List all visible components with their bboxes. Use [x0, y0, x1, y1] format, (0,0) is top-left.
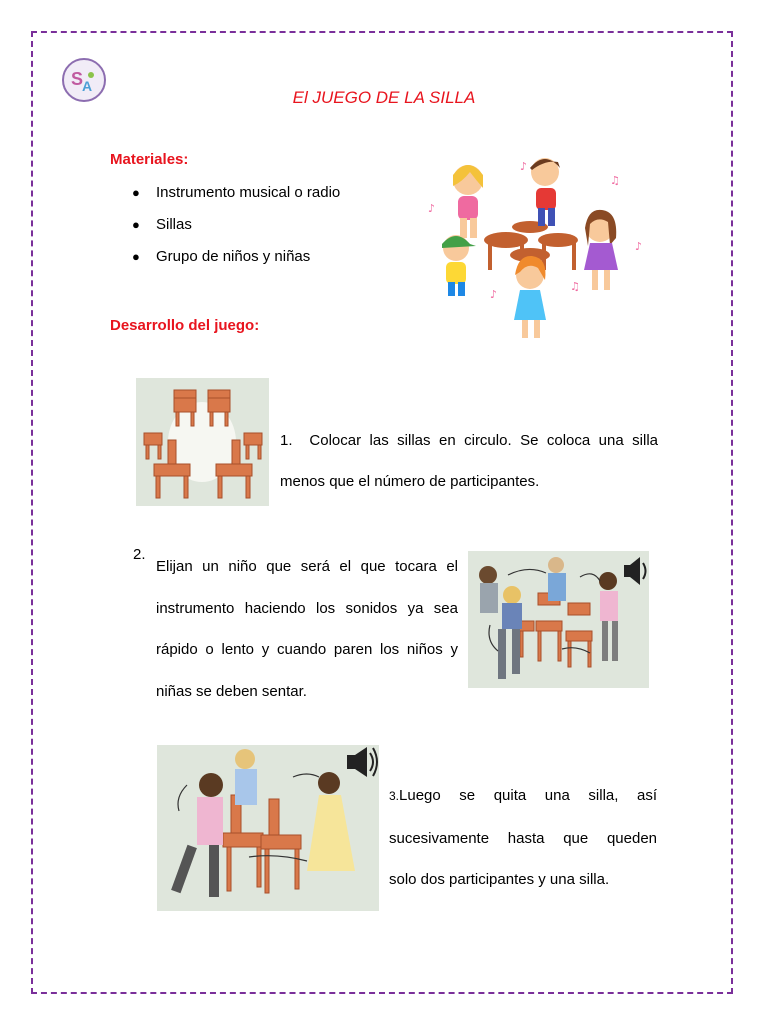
speaker-icon [347, 747, 377, 777]
svg-text:♪: ♪ [428, 202, 436, 215]
development-heading: Desarrollo del juego: [110, 317, 260, 334]
bullet-icon: ● [132, 185, 140, 200]
svg-text:♪: ♪ [520, 160, 528, 173]
svg-text:♪: ♪ [490, 288, 498, 301]
list-item: ● Instrumento musical o radio [132, 184, 341, 201]
chair-removed-image [157, 745, 379, 911]
speaker-icon [624, 557, 646, 585]
step-3-text: 3.Luego se quita una silla, así sucesivamente hasta que queden solo dos participantes y una silla. [389, 787, 657, 888]
bullet-icon: ● [132, 217, 140, 232]
logo-letter-a: A [82, 78, 93, 94]
materials-heading: Materiales: [110, 151, 189, 168]
logo-letter-s: S [71, 69, 84, 89]
step-2-text: Elijan un niño que será el que tocara el instrumento haciendo los sonidos ya sea rápido o lento y cuando paren los niños y niñas se deben sentar. [156, 558, 458, 700]
kids-dancing-illustration [420, 150, 650, 345]
svg-text:♫: ♫ [610, 174, 620, 187]
materials-list [132, 184, 340, 280]
list-item: ● Grupo de niños y niñas [132, 248, 311, 265]
svg-text:♪: ♪ [635, 240, 643, 253]
chairs-circle-image [136, 378, 269, 506]
svg-text:♫: ♫ [570, 280, 580, 293]
children-walking-image [468, 551, 649, 688]
bullet-icon: ● [132, 249, 140, 264]
step-2-number: 2. [133, 546, 146, 563]
page-title: El JUEGO DE LA SILLA [292, 88, 476, 107]
step-1-text: 1. Colocar las sillas en circulo. Se coloca una silla menos que el número de participantes. [280, 432, 658, 490]
list-item: ● Sillas [132, 216, 192, 233]
